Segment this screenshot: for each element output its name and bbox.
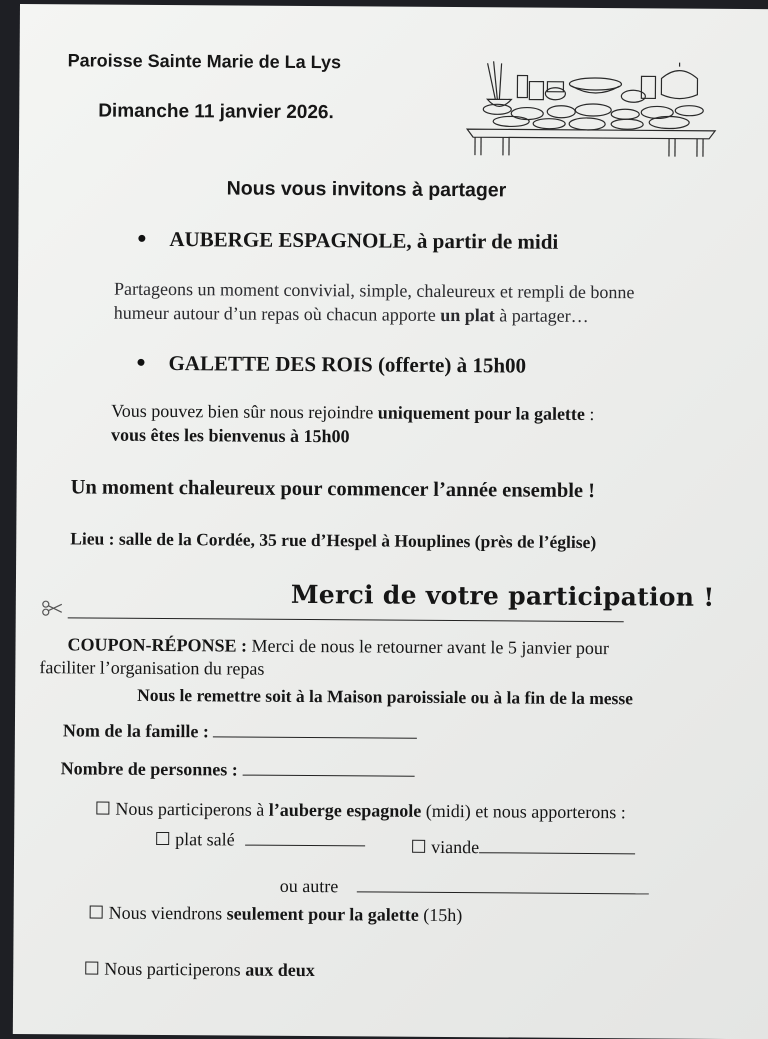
galette-line1 [111,401,594,425]
coupon-text1: Merci de nous le retourner avant le 5 janvier pour [247,636,609,659]
buffet-table-illustration [463,55,720,161]
auberge-desc-text: humeur autour d’un repas où chacun apporte [114,303,441,325]
option-auberge-text: Nous participerons à [115,799,269,820]
option-galette-row [90,903,463,927]
location-text: Lieu : salle de la Cordée, 35 rue d’Hespel à Houplines (près de l’église) [70,528,596,553]
people-count-label: Nombre de personnes : [61,758,238,779]
galette-offer: (offerte) à 15h00 [373,352,527,377]
galette-title: GALETTE DES ROIS [168,351,372,376]
other-field[interactable] [357,891,649,894]
option-both-row [85,958,315,981]
auberge-heading [138,227,558,255]
auberge-desc-end: à partager… [495,305,589,326]
auberge-desc-emphasis: un plat [440,305,495,325]
galette-heading [137,351,526,379]
option-both-emphasis: aux deux [245,960,315,980]
other-label: ou autre [280,876,339,896]
invite-title: Nous vous invitons à partager [227,177,507,202]
coupon-label: COUPON-RÉPONSE : [67,634,247,655]
galette-line1-text: Vous pouvez bien sûr nous rejoindre [111,401,378,423]
auberge-desc-line2 [114,303,589,327]
bullet-icon [137,359,144,366]
plat-sale-checkbox[interactable] [156,832,169,845]
thanks-title: Merci de votre participation ! [291,580,715,612]
bullet-icon [138,235,145,242]
coupon-return-text: Nous le remettre soit à la Maison paroissiale ou à la fin de la messe [137,685,633,709]
option-auberge-emphasis: l’auberge espagnole [269,800,422,821]
option-galette-end: (15h) [419,905,463,925]
scissors-icon [42,600,64,616]
family-name-label: Nom de la famille : [63,720,209,741]
coupon-text2: faciliter l’organisation du repas [39,657,264,680]
plat-sale-row [156,829,365,851]
viande-label: viande [431,837,479,857]
family-name-field[interactable] [213,736,417,738]
plat-sale-field[interactable] [245,845,365,847]
viande-row [412,837,635,860]
auberge-desc-line1: Partageons un moment convivial, simple, chaleureux et rempli de bonne [114,279,634,304]
auberge-checkbox[interactable] [96,802,109,815]
viande-field[interactable] [479,852,635,854]
galette-checkbox[interactable] [90,906,103,919]
galette-line1-end: : [585,404,595,424]
people-count-row [61,758,415,781]
auberge-time: , à partir de midi [406,229,558,254]
people-count-field[interactable] [242,775,414,777]
auberge-title: AUBERGE ESPAGNOLE [169,227,406,253]
both-checkbox[interactable] [85,961,98,974]
galette-line1-emphasis: uniquement pour la galette [378,403,585,424]
option-galette-text: Nous viendrons [109,903,227,924]
option-auberge-row [96,799,626,824]
option-both-text: Nous participerons [104,959,245,980]
galette-line2: vous êtes les bienvenus à 15h00 [111,425,350,448]
event-date: Dimanche 11 janvier 2026. [98,101,334,125]
coupon-line1 [67,634,609,659]
moment-text: Un moment chaleureux pour commencer l’année ensemble ! [71,476,596,503]
family-name-row [63,720,418,743]
other-row [280,876,649,900]
parish-name: Paroisse Sainte Marie de La Lys [68,50,342,73]
plat-sale-label: plat salé [175,829,235,849]
option-auberge-end: (midi) et nous apporterons : [421,801,626,822]
option-galette-emphasis: seulement pour la galette [227,903,419,924]
flyer-page [13,4,768,1039]
cut-line [68,617,624,622]
viande-checkbox[interactable] [412,840,425,853]
